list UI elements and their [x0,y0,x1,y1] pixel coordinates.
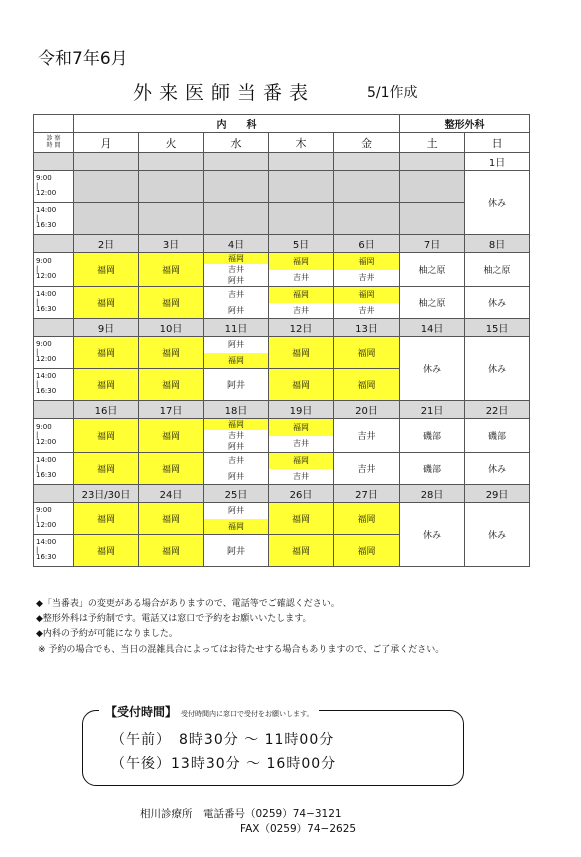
am-time-label: 9:00 | 12:00 [34,171,74,203]
date-cell: 22日 [465,401,530,419]
date-cell: 27日 [334,485,400,503]
doctor-cell: 磯部 [400,419,465,453]
pm-slot-row [34,203,530,235]
morning-hours: （午前） 8時30分 ～ 11時00分 [111,732,335,748]
doctor-cell: 福岡 [269,503,334,535]
date-cell: 20日 [334,401,400,419]
doctor-cell: 休み [465,453,530,485]
document-title: 外来医師当番表 [133,82,316,104]
saturday-closed: 休み [400,337,465,401]
pm-time-label: 14:00 | 16:30 [34,287,74,319]
date-cell [74,153,139,171]
date-row [34,401,530,419]
department-header-row [34,115,530,133]
am-slot-row [34,253,530,287]
date-cell: 16日 [74,401,139,419]
afternoon-hours: （午後）13時30分 ～ 16時00分 [111,756,337,772]
corner-label-bottom: 時 間 [46,141,61,149]
pm-slot-row [34,287,530,319]
orthopedics-header: 整形外科 [400,115,530,133]
doctor-cell: 柚之原 [465,253,530,287]
doctor-cell: 福岡 [74,287,139,319]
doctor-cell: 福岡 [139,287,204,319]
day-sun: 日 [465,133,530,153]
closed-cell [334,203,400,235]
weekday-header-row [34,133,530,153]
date-cell: 14日 [400,319,465,337]
closed-cell [269,171,334,203]
doctor-cell: 福岡 [74,253,139,287]
doctor-cell-split: 福岡 吉井 [334,287,400,319]
internal-medicine-header: 内 科 [74,115,400,133]
closed-cell [139,171,204,203]
date-cell: 5日 [269,235,334,253]
am-time-label: 9:00 | 12:00 [34,419,74,453]
doctor-cell: 吉井 [334,453,400,485]
date-cell: 23日/30日 [74,485,139,503]
created-date: 5/1作成 [367,85,418,101]
closed-cell [74,171,139,203]
date-cell: 6日 [334,235,400,253]
corner-label-top: 診 察 [46,134,61,142]
month-heading: 令和7年6月 [38,49,128,69]
closed-cell [204,171,269,203]
pm-time-label: 14:00 | 16:30 [34,203,74,235]
am-slot-row [34,337,530,369]
doctor-cell: 福岡 [269,369,334,401]
day-sat: 土 [400,133,465,153]
date-cell: 15日 [465,319,530,337]
doctor-cell-split: 福岡 吉井 [269,287,334,319]
date-cell: 12日 [269,319,334,337]
doctor-cell: 福岡 [74,503,139,535]
note-item: ※ 予約の場合でも、当日の混雑具合によってはお待たせする場合もありますので、ご了承ください。 [38,645,445,655]
doctor-cell: 福岡 [74,535,139,567]
reception-hours-heading: 【受付時間】 [105,705,178,719]
doctor-cell: 福岡 [334,337,400,369]
date-cell: 9日 [74,319,139,337]
doctor-cell-split: 福岡 吉井 阿井 [204,419,269,453]
am-time-label: 9:00 | 12:00 [34,253,74,287]
doctor-cell-split: 福岡 吉井 [269,453,334,485]
date-cell: 11日 [204,319,269,337]
closed-cell [334,171,400,203]
date-cell: 19日 [269,401,334,419]
doctor-cell-split: 阿井 福岡 [204,337,269,369]
sunday-closed: 休み [465,337,530,401]
date-corner [34,485,74,503]
date-cell: 26日 [269,485,334,503]
date-cell: 10日 [139,319,204,337]
date-row [34,319,530,337]
reception-hours-box [82,705,464,786]
doctor-cell: 福岡 [269,535,334,567]
doctor-cell: 福岡 [139,453,204,485]
pm-time-label: 14:00 | 16:30 [34,369,74,401]
date-corner [34,153,74,171]
sunday-closed: 休み [465,171,530,235]
doctor-cell: 阿井 [204,535,269,567]
date-cell: 21日 [400,401,465,419]
day-tue: 火 [139,133,204,153]
day-mon: 月 [74,133,139,153]
day-wed: 水 [204,133,269,153]
date-corner [34,235,74,253]
date-cell: 28日 [400,485,465,503]
doctor-cell: 吉井 [334,419,400,453]
reception-hours-subtitle: 受付時間内に窓口で受付をお願いします。 [181,710,314,718]
date-cell: 8日 [465,235,530,253]
date-row [34,485,530,503]
date-cell [334,153,400,171]
date-corner [34,319,74,337]
doctor-cell-split: 福岡 吉井 [269,253,334,287]
pm-slot-row [34,453,530,485]
doctor-cell: 福岡 [139,369,204,401]
corner-empty [34,115,74,133]
closed-cell [204,203,269,235]
doctor-cell: 柚之原 [400,253,465,287]
doctor-cell: 福岡 [74,369,139,401]
date-cell: 17日 [139,401,204,419]
date-cell: 29日 [465,485,530,503]
reception-hours-title [99,701,319,720]
doctor-cell: 福岡 [334,503,400,535]
closed-cell [74,203,139,235]
clinic-phone: 相川診療所 電話番号（0259）74−3121 [140,808,342,820]
doctor-cell-split: 阿井 福岡 [204,503,269,535]
doctor-cell: 福岡 [269,337,334,369]
doctor-cell: 福岡 [334,369,400,401]
date-cell: 7日 [400,235,465,253]
date-cell: 1日 [465,153,530,171]
date-cell: 25日 [204,485,269,503]
clinic-fax: FAX（0259）74−2625 [240,823,357,835]
schedule-table [33,114,530,567]
doctor-cell: 福岡 [139,535,204,567]
notes-section [36,597,556,656]
doctor-cell: 福岡 [139,253,204,287]
closed-cell [139,203,204,235]
date-cell: 2日 [74,235,139,253]
doctor-cell: 阿井 [204,369,269,401]
date-row [34,153,530,171]
am-time-label: 9:00 | 12:00 [34,503,74,535]
note-item: ◆「当番表」の変更がある場合がありますので、電話等でご確認ください。 [36,599,340,609]
doctor-cell: 福岡 [74,337,139,369]
note-item: ◆整形外科は予約制です。電話又は窓口で予約をお願いいたします。 [36,614,312,624]
date-cell [269,153,334,171]
contact-footer [140,807,356,837]
pm-time-label: 14:00 | 16:30 [34,453,74,485]
doctor-cell: 福岡 [74,453,139,485]
date-cell: 13日 [334,319,400,337]
corner-label [34,133,74,153]
closed-cell [269,203,334,235]
am-time-label: 9:00 | 12:00 [34,337,74,369]
doctor-cell: 福岡 [139,337,204,369]
doctor-cell: 福岡 [139,503,204,535]
date-cell [204,153,269,171]
date-row [34,235,530,253]
day-fri: 金 [334,133,400,153]
closed-cell [400,171,465,203]
closed-cell [400,203,465,235]
doctor-cell-split: 吉井 阿井 [204,287,269,319]
date-cell: 4日 [204,235,269,253]
saturday-closed: 休み [400,503,465,567]
doctor-cell: 福岡 [139,419,204,453]
date-cell [400,153,465,171]
doctor-cell: 磯部 [465,419,530,453]
doctor-cell-split: 福岡 吉井 [269,419,334,453]
doctor-cell: 休み [465,287,530,319]
am-slot-row [34,503,530,535]
note-item: ◆内科の予約が可能になりました。 [36,629,178,639]
date-corner [34,401,74,419]
date-cell [139,153,204,171]
day-thu: 木 [269,133,334,153]
sunday-closed: 休み [465,503,530,567]
date-cell: 24日 [139,485,204,503]
doctor-cell: 柚之原 [400,287,465,319]
am-slot-row [34,419,530,453]
date-cell: 3日 [139,235,204,253]
pm-time-label: 14:00 | 16:30 [34,535,74,567]
doctor-cell: 磯部 [400,453,465,485]
doctor-cell: 福岡 [334,535,400,567]
doctor-cell-split: 吉井 阿井 [204,453,269,485]
doctor-cell-split: 福岡 吉井 阿井 [204,253,269,287]
doctor-cell-split: 福岡 吉井 [334,253,400,287]
date-cell: 18日 [204,401,269,419]
am-slot-row [34,171,530,203]
doctor-cell: 福岡 [74,419,139,453]
